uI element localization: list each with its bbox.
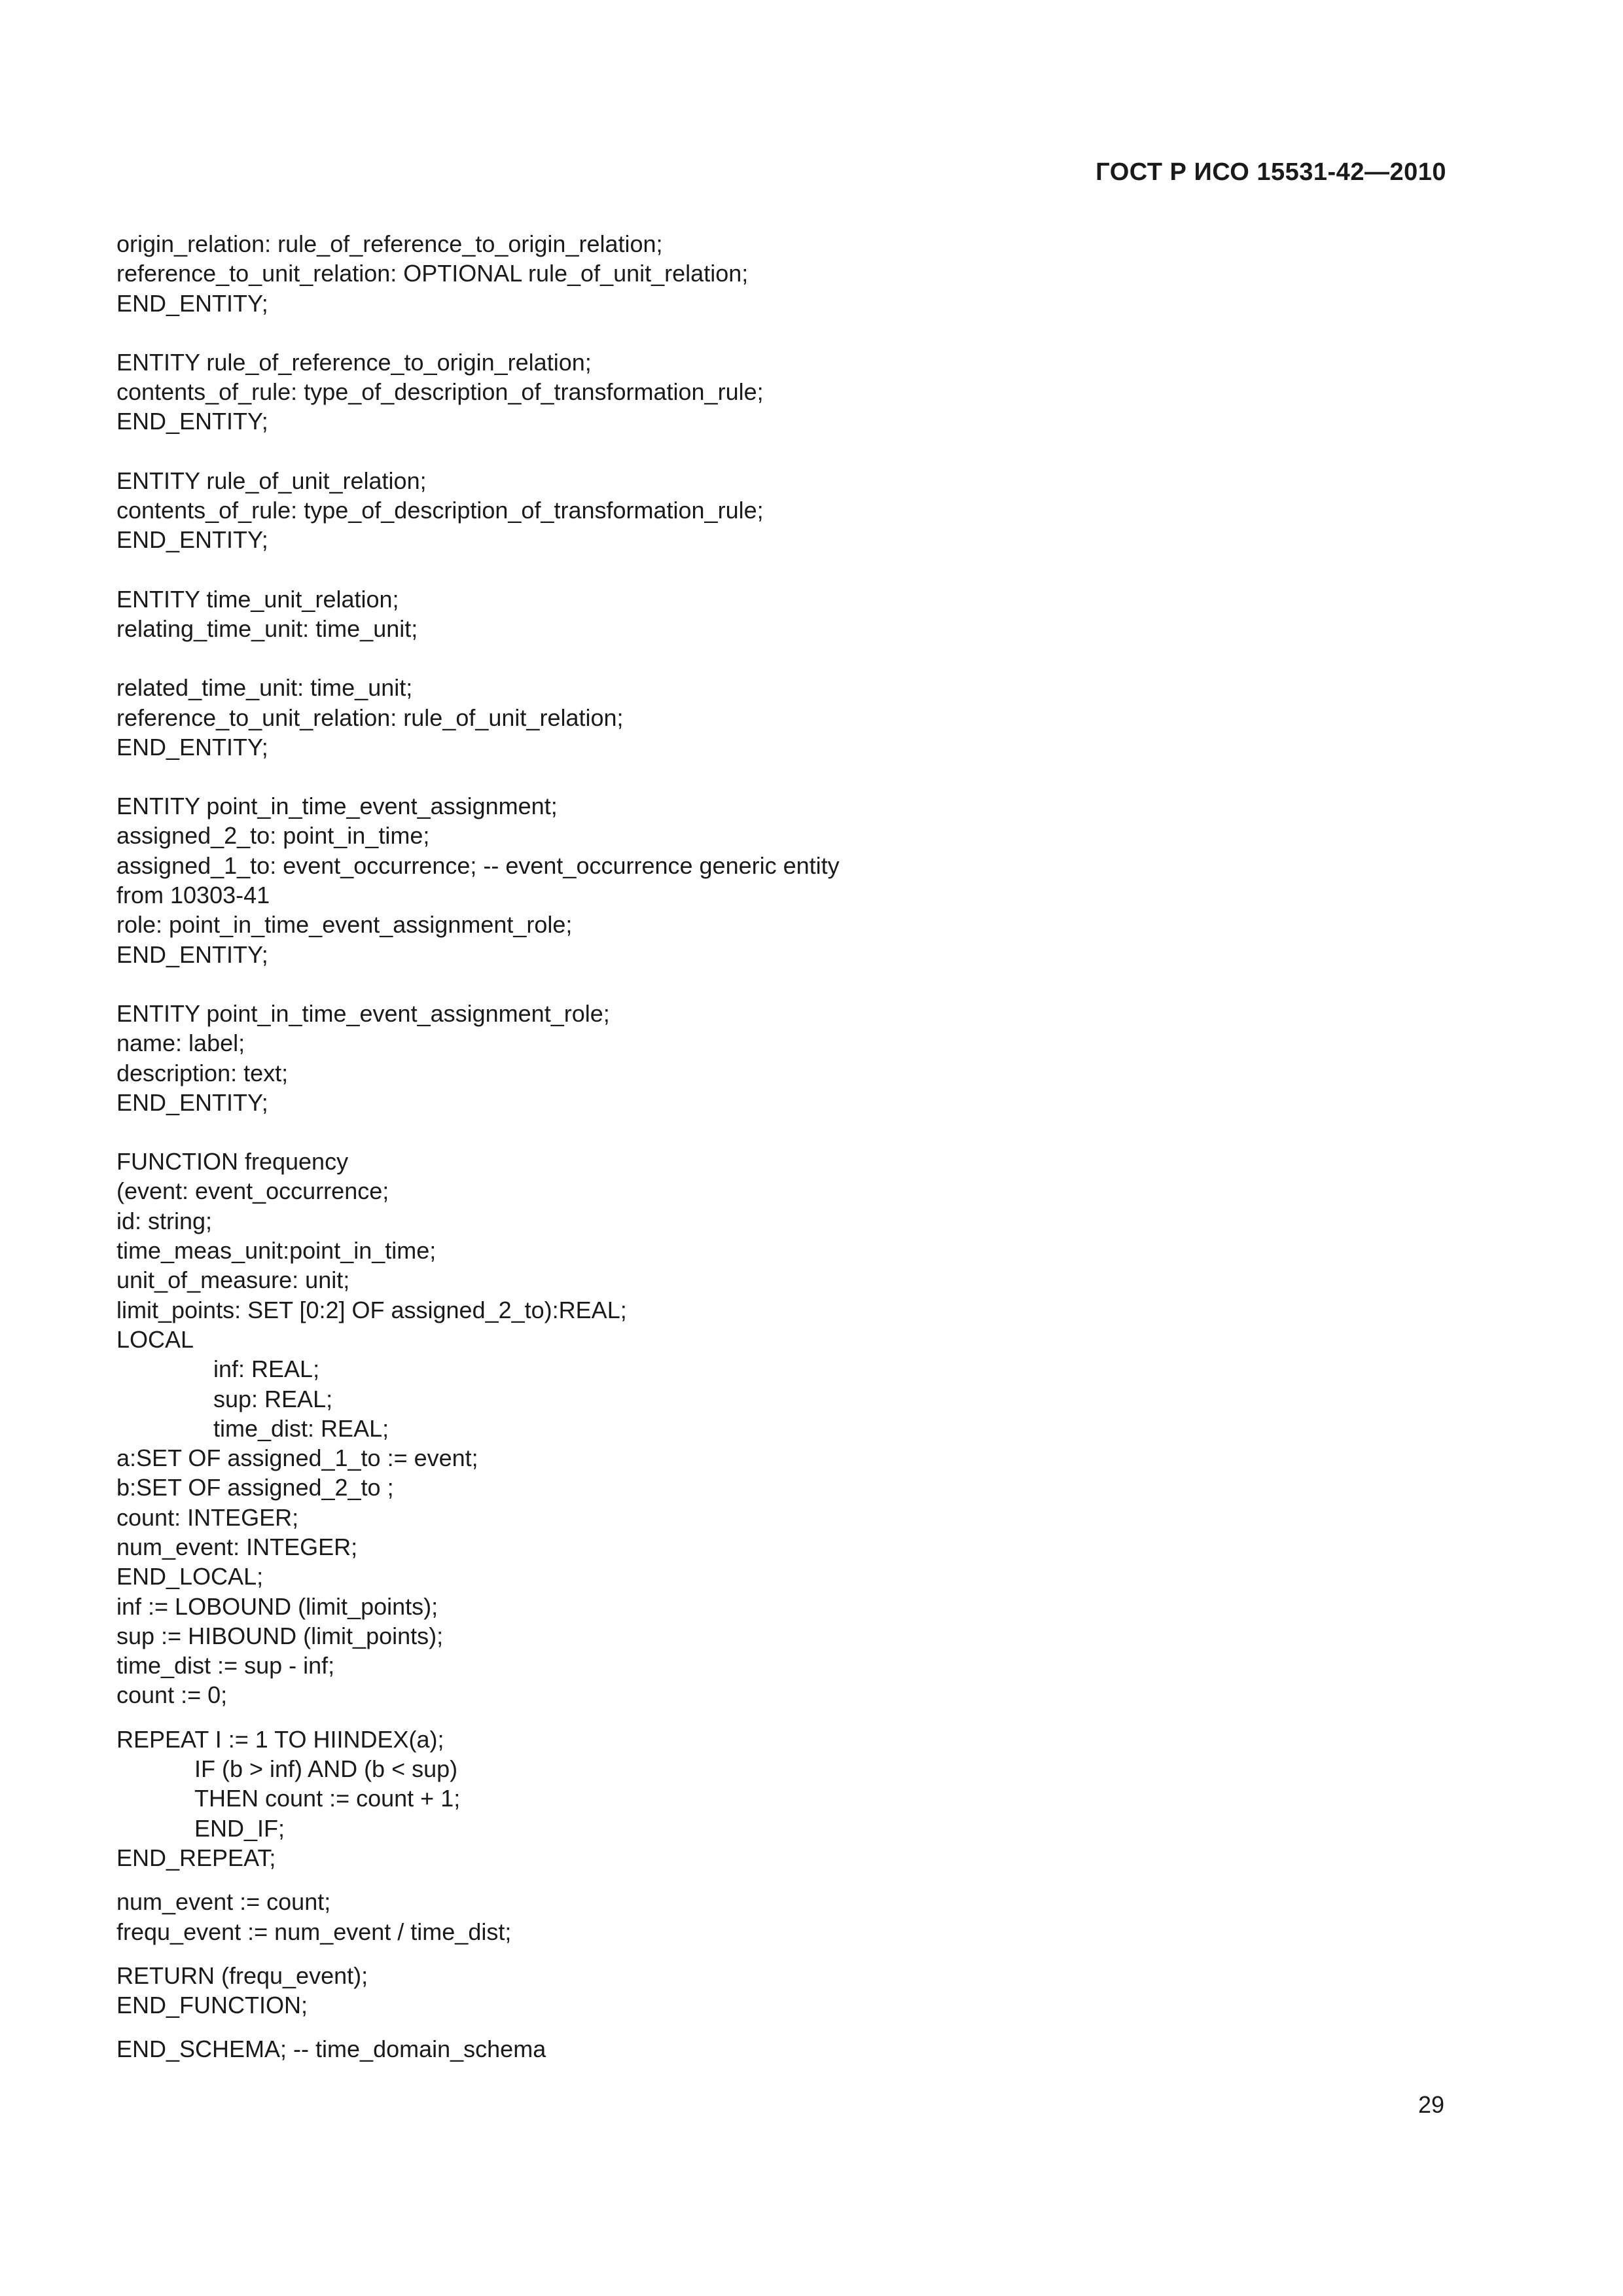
code-line: name: label; — [116, 1030, 245, 1057]
code-line: END_ENTITY; — [116, 1088, 268, 1116]
code-block — [116, 229, 1478, 318]
code-line: END_SCHEMA; -- time_domain_schema — [116, 2036, 546, 2063]
code-line: from 10303-41 — [116, 882, 270, 909]
block-gap — [116, 1946, 1478, 1961]
code-line: sup := HIBOUND (limit_points); — [116, 1622, 444, 1649]
code-line: inf: REAL; — [213, 1355, 320, 1383]
code-line: related_time_unit: time_unit; — [116, 674, 413, 702]
code-line: num_event: INTEGER; — [116, 1533, 358, 1560]
block-gap — [116, 1873, 1478, 1887]
code-block — [116, 1961, 1478, 2020]
code-line: ENTITY rule_of_reference_to_origin_relation; — [116, 348, 592, 376]
code-line: END_LOCAL; — [116, 1563, 264, 1590]
code-line: id: string; — [116, 1207, 213, 1234]
code-line: RETURN (frequ_event); — [116, 1962, 368, 1989]
block-gap — [116, 643, 1478, 673]
code-block — [116, 791, 1478, 969]
code-line: END_ENTITY; — [116, 408, 268, 435]
code-line: contents_of_rule: type_of_description_of_transformation_rule; — [116, 497, 764, 524]
code-line: a:SET OF assigned_1_to := event; — [116, 1444, 478, 1472]
code-line: REPEAT I := 1 TO HIINDEX(a); — [116, 1725, 444, 1753]
code-listing — [116, 229, 1478, 2064]
code-line: relating_time_unit: time_unit; — [116, 615, 418, 642]
block-gap — [116, 1117, 1478, 1147]
code-block — [116, 1725, 1478, 1873]
code-block — [116, 2034, 1478, 2064]
page-number: 29 — [1418, 2091, 1444, 2118]
code-line: time_dist := sup - inf; — [116, 1652, 335, 1679]
code-line: reference_to_unit_relation: rule_of_unit_relation; — [116, 704, 624, 731]
code-line: count: INTEGER; — [116, 1503, 299, 1531]
code-line: sup: REAL; — [213, 1385, 333, 1412]
code-line: time_meas_unit:point_in_time; — [116, 1237, 437, 1265]
code-line: ENTITY rule_of_unit_relation; — [116, 467, 427, 494]
code-line: END_REPEAT; — [116, 1844, 276, 1871]
code-line: assigned_1_to: event_occurrence; -- event_occurrence generic entity — [116, 852, 840, 879]
code-line: END_ENTITY; — [116, 289, 268, 317]
code-line: IF (b > inf) AND (b < sup) — [194, 1755, 458, 1783]
code-line: reference_to_unit_relation: OPTIONAL rule_of_unit_relation; — [116, 260, 749, 287]
block-gap — [116, 555, 1478, 584]
code-line: origin_relation: rule_of_reference_to_origin_relation; — [116, 230, 663, 257]
code-line: END_ENTITY; — [116, 733, 268, 761]
code-block — [116, 1887, 1478, 1946]
code-line: THEN count := count + 1; — [194, 1785, 461, 1812]
code-line: ENTITY point_in_time_event_assignment; — [116, 793, 558, 820]
code-line: END_IF; — [194, 1814, 285, 1842]
code-block — [116, 584, 1478, 644]
code-block — [116, 673, 1478, 762]
code-line: END_ENTITY; — [116, 526, 268, 554]
code-line: b:SET OF assigned_2_to ; — [116, 1474, 394, 1501]
code-line: assigned_2_to: point_in_time; — [116, 822, 430, 850]
block-gap — [116, 762, 1478, 791]
code-line: time_dist: REAL; — [213, 1414, 389, 1442]
code-line: num_event := count; — [116, 1888, 331, 1916]
code-line: LOCAL — [116, 1325, 194, 1353]
code-line: FUNCTION frequency — [116, 1148, 349, 1175]
code-line: count := 0; — [116, 1681, 228, 1709]
page-header-standard-id: ГОСТ Р ИСО 15531-42—2010 — [1096, 158, 1446, 186]
block-gap — [116, 437, 1478, 466]
code-line: END_FUNCTION; — [116, 1992, 308, 2019]
code-line: inf := LOBOUND (limit_points); — [116, 1592, 438, 1620]
code-line: (event: event_occurrence; — [116, 1177, 389, 1205]
code-line: END_ENTITY; — [116, 941, 268, 968]
code-line: frequ_event := num_event / time_dist; — [116, 1918, 512, 1945]
block-gap — [116, 2020, 1478, 2034]
block-gap — [116, 969, 1478, 999]
code-line: unit_of_measure: unit; — [116, 1266, 350, 1294]
code-block — [116, 348, 1478, 437]
code-block — [116, 466, 1478, 555]
code-block — [116, 1147, 1478, 1710]
block-gap — [116, 318, 1478, 348]
code-block — [116, 999, 1478, 1117]
code-line: contents_of_rule: type_of_description_of_transformation_rule; — [116, 378, 764, 406]
code-line: limit_points: SET [0:2] OF assigned_2_to):REAL; — [116, 1296, 627, 1323]
code-line: ENTITY time_unit_relation; — [116, 585, 399, 613]
block-gap — [116, 1710, 1478, 1725]
code-line: ENTITY point_in_time_event_assignment_role; — [116, 999, 610, 1027]
code-line: description: text; — [116, 1059, 289, 1086]
code-line: role: point_in_time_event_assignment_role; — [116, 911, 573, 939]
